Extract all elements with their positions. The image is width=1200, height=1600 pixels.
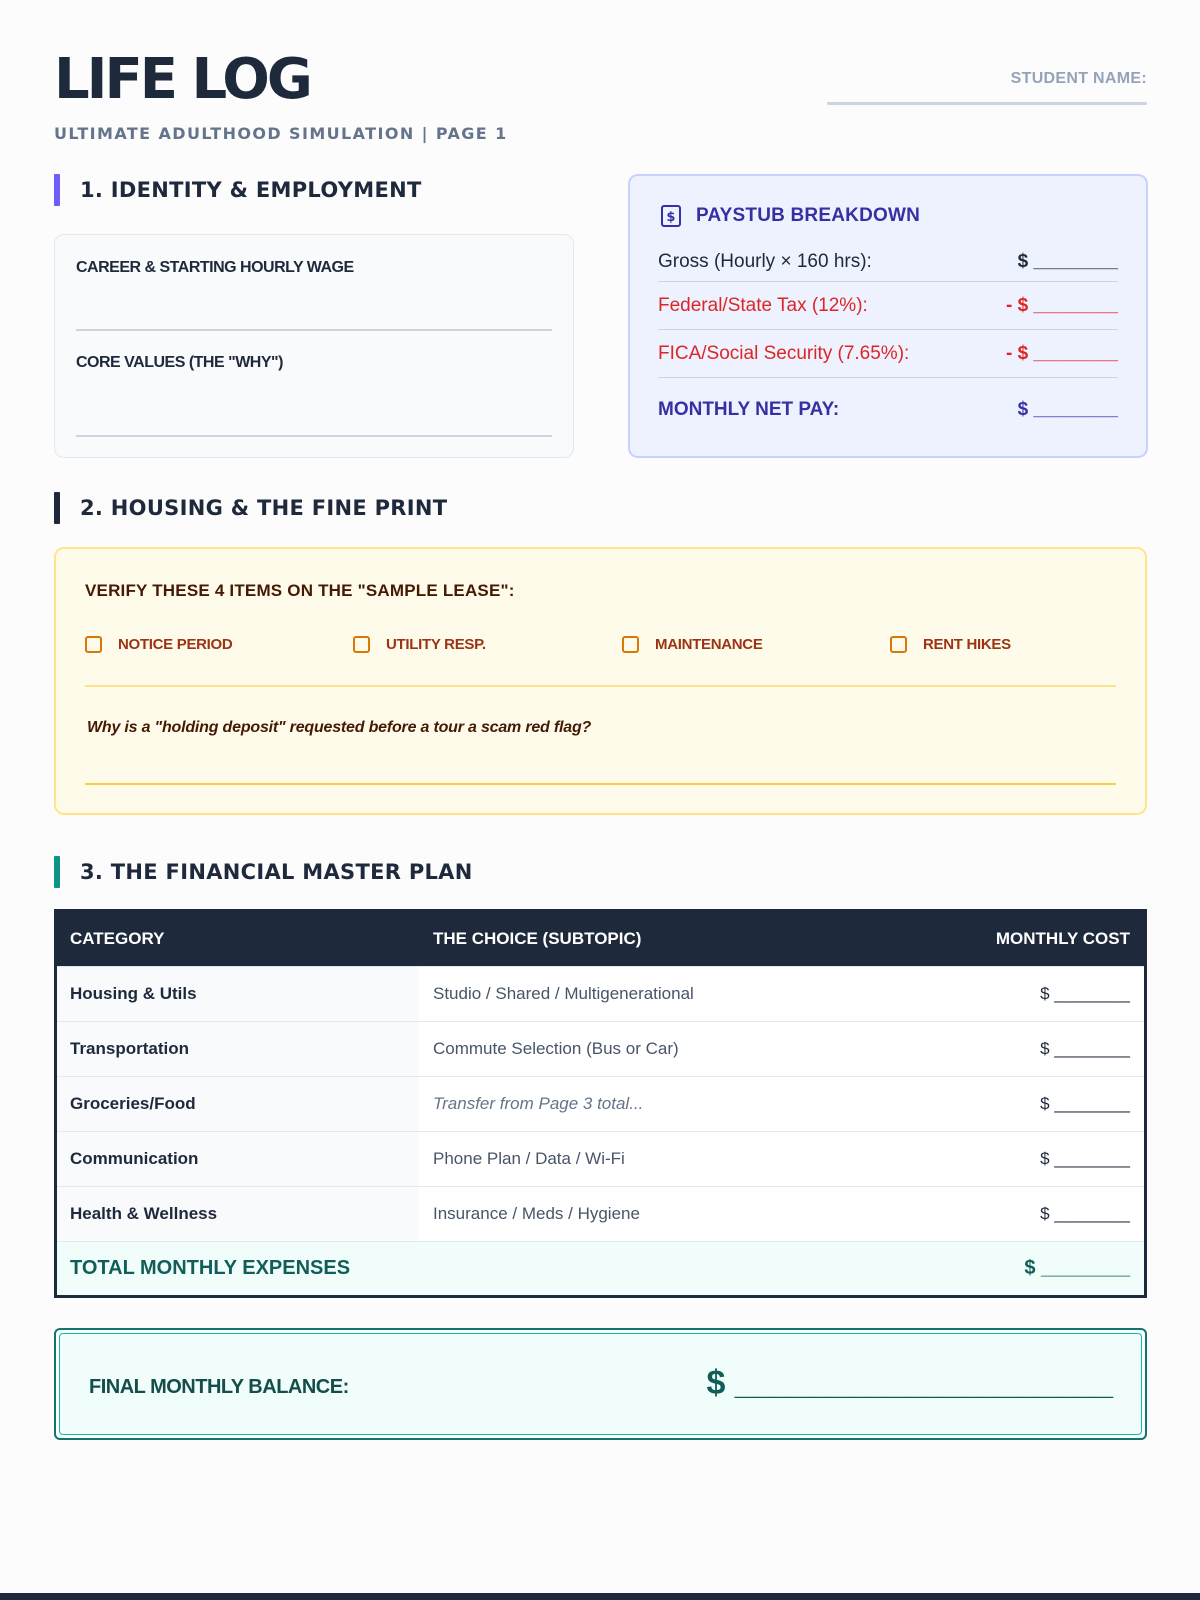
cost-field[interactable]: $ ________ xyxy=(1040,1039,1130,1058)
gross-pay-amount-field[interactable]: $ ________ xyxy=(1017,250,1118,272)
column-header-category: CATEGORY xyxy=(70,929,165,948)
final-balance-inner xyxy=(59,1333,1142,1435)
checkbox[interactable] xyxy=(85,636,102,653)
choice-cell: Phone Plan / Data / Wi-Fi xyxy=(433,1149,625,1168)
tax-row xyxy=(658,282,1118,330)
net-pay-amount-field[interactable]: $ ________ xyxy=(1017,399,1118,420)
category-cell: Housing & Utils xyxy=(57,967,419,1021)
table-total-row xyxy=(57,1241,1144,1295)
career-wage-label: CAREER & STARTING HOURLY WAGE xyxy=(76,259,354,276)
cost-field[interactable]: $ ________ xyxy=(1040,1149,1130,1168)
section-title: 3. THE FINANCIAL MASTER PLAN xyxy=(80,860,473,884)
section-title: 2. HOUSING & THE FINE PRINT xyxy=(80,496,448,520)
page-subtitle: ULTIMATE ADULTHOOD SIMULATION | PAGE 1 xyxy=(54,124,508,143)
student-name-label: STUDENT NAME: xyxy=(1010,70,1147,87)
page-title: LIFE LOG xyxy=(54,47,310,112)
table-row xyxy=(57,966,1144,1021)
paystub-title-text: PAYSTUB BREAKDOWN xyxy=(696,205,921,226)
identity-card xyxy=(54,234,574,458)
receipt-dollar-icon xyxy=(660,204,682,228)
gross-pay-label: Gross (Hourly × 160 hrs): xyxy=(658,250,872,272)
category-cell: Transportation xyxy=(57,1022,419,1076)
table-row xyxy=(57,1021,1144,1076)
core-values-label: CORE VALUES (THE "WHY") xyxy=(76,354,283,371)
checkbox[interactable] xyxy=(353,636,370,653)
housing-lease-card xyxy=(54,547,1147,815)
fica-row xyxy=(658,330,1118,378)
checklist-item-rent-hikes[interactable] xyxy=(890,636,1011,653)
checkbox[interactable] xyxy=(622,636,639,653)
scam-answer-field[interactable] xyxy=(85,783,1116,785)
total-expenses-field[interactable]: $ ________ xyxy=(1024,1257,1130,1279)
cost-field[interactable]: $ ________ xyxy=(1040,1094,1130,1113)
section-heading-financial-plan xyxy=(54,856,473,888)
career-wage-field[interactable] xyxy=(76,329,552,331)
choice-cell: Transfer from Page 3 total... xyxy=(433,1094,644,1113)
table-header-row xyxy=(57,912,1144,966)
checklist-label: NOTICE PERIOD xyxy=(118,636,233,653)
column-header-monthly-cost: MONTHLY COST xyxy=(995,929,1130,948)
category-cell: Health & Wellness xyxy=(57,1187,419,1241)
table-row xyxy=(57,1076,1144,1131)
tax-amount-field[interactable]: - $ ________ xyxy=(1006,294,1118,316)
checkbox[interactable] xyxy=(890,636,907,653)
table-row xyxy=(57,1186,1144,1241)
category-cell: Communication xyxy=(57,1132,419,1186)
section-accent-bar xyxy=(54,174,60,206)
cost-field[interactable]: $ ________ xyxy=(1040,984,1130,1003)
fica-label: FICA/Social Security (7.65%): xyxy=(658,342,910,364)
checklist-label: RENT HIKES xyxy=(923,636,1011,653)
checklist-item-notice-period[interactable] xyxy=(85,636,232,653)
net-pay-row xyxy=(658,386,1118,434)
lease-verify-title: VERIFY THESE 4 ITEMS ON THE "SAMPLE LEASE": xyxy=(85,581,515,600)
net-pay-label: MONTHLY NET PAY: xyxy=(658,399,840,420)
final-balance-box xyxy=(54,1328,1147,1440)
paystub-breakdown-card xyxy=(628,174,1148,458)
cost-field[interactable]: $ ________ xyxy=(1040,1204,1130,1223)
student-name-field[interactable] xyxy=(827,102,1147,105)
section-accent-bar xyxy=(54,492,60,524)
final-balance-label: FINAL MONTHLY BALANCE: xyxy=(89,1376,349,1398)
fica-amount-field[interactable]: - $ ________ xyxy=(1006,342,1118,364)
lease-checklist xyxy=(85,636,1125,656)
core-values-field[interactable] xyxy=(76,435,552,437)
worksheet-page xyxy=(54,0,1147,1402)
section-heading-identity xyxy=(54,174,422,206)
section-title: 1. IDENTITY & EMPLOYMENT xyxy=(80,178,422,202)
column-header-choice: THE CHOICE (SUBTOPIC) xyxy=(433,929,642,948)
total-expenses-label: TOTAL MONTHLY EXPENSES xyxy=(70,1257,351,1279)
footer-bar xyxy=(0,1593,1200,1600)
final-balance-field[interactable]: $ ____________________ xyxy=(706,1364,1113,1402)
tax-label: Federal/State Tax (12%): xyxy=(658,294,868,316)
choice-cell: Insurance / Meds / Hygiene xyxy=(433,1204,640,1223)
choice-cell: Studio / Shared / Multigenerational xyxy=(433,984,694,1003)
choice-cell: Commute Selection (Bus or Car) xyxy=(433,1039,679,1058)
checklist-label: MAINTENANCE xyxy=(655,636,763,653)
checklist-item-utility-resp[interactable] xyxy=(353,636,486,653)
paystub-title xyxy=(660,204,920,228)
category-cell: Groceries/Food xyxy=(57,1077,419,1131)
svg-text:$: $ xyxy=(666,210,676,225)
header xyxy=(54,0,1147,170)
section-heading-housing xyxy=(54,492,447,524)
scam-question: Why is a "holding deposit" requested before a tour a scam red flag? xyxy=(87,719,592,736)
table-row xyxy=(57,1131,1144,1186)
section-accent-bar xyxy=(54,856,60,888)
divider xyxy=(85,685,1116,687)
checklist-label: UTILITY RESP. xyxy=(386,636,486,653)
financial-plan-table xyxy=(54,909,1147,1298)
gross-pay-row xyxy=(658,242,1118,282)
checklist-item-maintenance[interactable] xyxy=(622,636,763,653)
